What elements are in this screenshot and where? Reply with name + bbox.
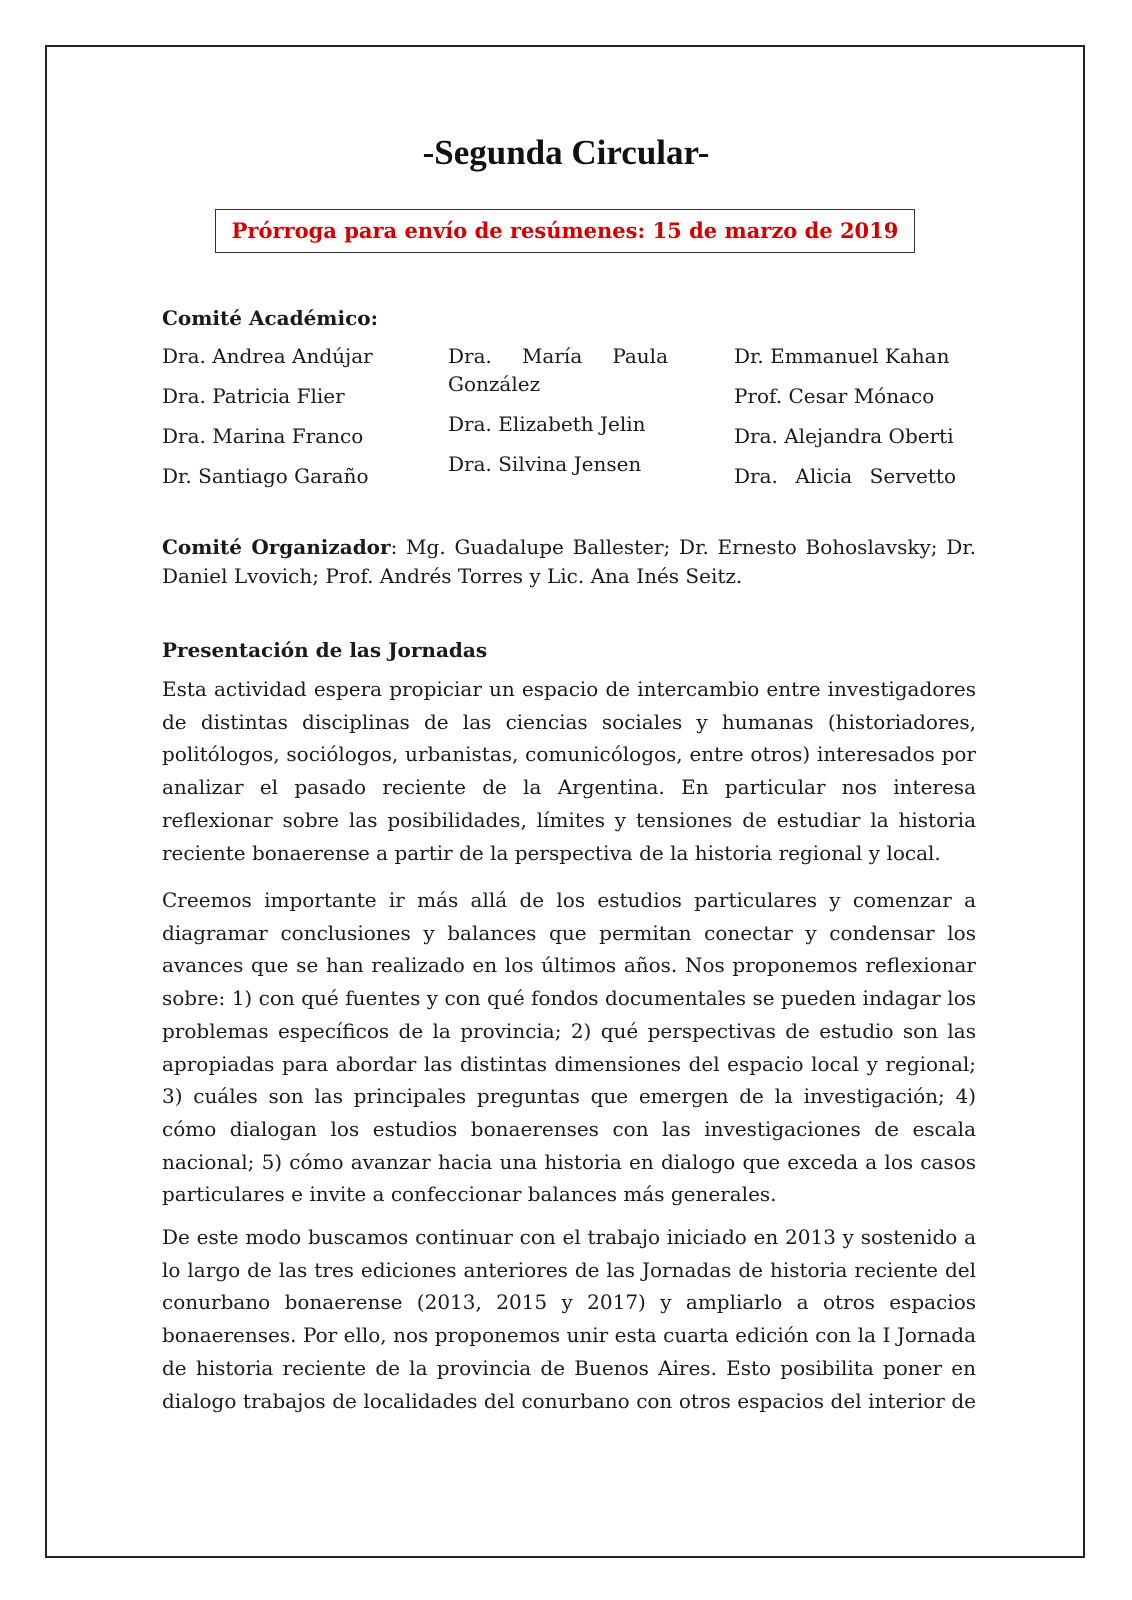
committee-member: Dra. Marina Franco <box>162 424 364 448</box>
committee-member: Dr. Emmanuel Kahan <box>734 344 950 368</box>
committee-member: Dra. Elizabeth Jelin <box>448 412 646 436</box>
deadline-notice: Prórroga para envío de resúmenes: 15 de marzo de 2019 <box>215 209 915 253</box>
organizing-committee <box>162 533 976 591</box>
committee-column-1 <box>162 342 392 502</box>
academic-committee-heading: Comité Académico: <box>162 306 378 330</box>
committee-member: Prof. Cesar Mónaco <box>734 384 935 408</box>
organizing-committee-members: : Mg. Guadalupe Ballester; Dr. Ernesto Bohoslavsky; Dr. Daniel Lvovich; Prof. Andrés Torres y Lic. Ana Inés Seitz. <box>162 535 976 588</box>
committee-column-2 <box>448 342 668 490</box>
committee-member: Dr. Santiago Garaño <box>162 464 369 488</box>
committee-member: Dra. Patricia Flier <box>162 384 345 408</box>
committee-member: Dra. Alejandra Oberti <box>734 424 954 448</box>
paragraph-3: De este modo buscamos continuar con el trabajo iniciado en 2013 y sostenido a lo largo de las tres ediciones anteriores de las Jornadas de historia reciente del conurbano bonaerense (2013, 2015 y 2017) y ampliarlo a otros espacios bonaerenses. Por ello, nos proponemos unir esta cuarta edición con la I Jornada de historia reciente de la provincia de Buenos Aires. Esto posibilita poner en dialogo trabajos de localidades del conurbano con otros espacios del interior de <box>162 1225 976 1413</box>
committee-member: Dra. Alicia Servetto <box>734 464 956 488</box>
organizing-committee-label: Comité Organizador <box>162 535 391 559</box>
presentation-heading: Presentación de las Jornadas <box>162 638 488 662</box>
page-title: -Segunda Circular- <box>422 133 710 172</box>
committee-member: Dra. María Paula González <box>448 344 668 396</box>
committee-member: Dra. Silvina Jensen <box>448 452 642 476</box>
committee-column-3 <box>734 342 956 502</box>
paragraph-1: Esta actividad espera propiciar un espacio de intercambio entre investigadores de distintas disciplinas de las ciencias sociales y humanas (historiadores, politólogos, sociólogos, urbanistas, comunicólogos, entre otros) interesados por analizar el pasado reciente de la Argentina. En particular nos interesa reflexionar sobre las posibilidades, límites y tensiones de estudiar la historia reciente bonaerense a partir de la perspectiva de la historia regional y local. <box>162 677 976 865</box>
paragraph-2: Creemos importante ir más allá de los estudios particulares y comenzar a diagramar conclusiones y balances que permitan conectar y condensar los avances que se han realizado en los últimos años. Nos proponemos reflexionar sobre: 1) con qué fuentes y con qué fondos documentales se pueden indagar los problemas específicos de la provincia; 2) qué perspectivas de estudio son las apropiadas para abordar las distintas dimensiones del espacio local y regional; 3) cuáles son las principales preguntas que emergen de la investigación; 4) cómo dialogan los estudios bonaerenses con las investigaciones de escala nacional; 5) cómo avanzar hacia una historia en dialogo que exceda a los casos particulares e invite a confeccionar balances más generales. <box>162 888 976 1207</box>
committee-member: Dra. Andrea Andújar <box>162 344 373 368</box>
academic-committee-list <box>162 342 976 502</box>
